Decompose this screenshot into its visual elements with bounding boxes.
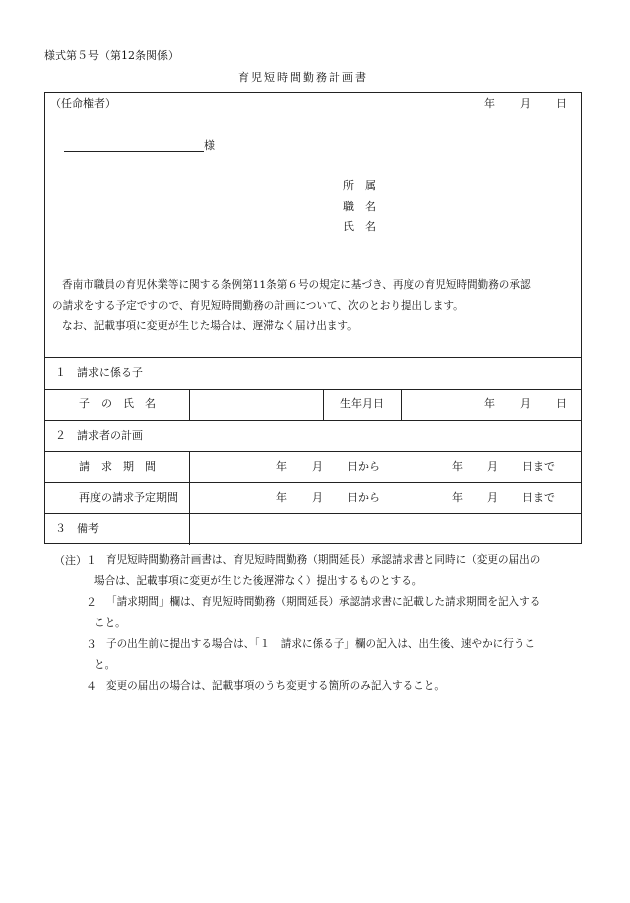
note-4-number: ４ [86,680,97,693]
note-3-text: 子の出生前に提出する場合は、「１ 請求に係る子」欄の記入は、出生後、速やかに行うこ [106,638,536,650]
request-period-label: 請 求 期 間 [79,460,156,473]
section1-heading: １ 請求に係る子 [55,366,143,379]
re-period-to-day: 日まで [522,491,555,504]
notes-label: （注） [54,554,87,567]
date-month: 月 [520,97,531,110]
body-text-3: なお、記載事項に変更が生じた場合は、遅滞なく届け出ます。 [62,320,358,332]
note-2-text: 「請求期間」欄は、育児短時間勤務（期間延長）承認請求書に記載した請求期間を記入する [106,596,541,608]
re-request-period-label: 再度の請求予定期間 [79,491,178,504]
body-text-2: の請求をする予定ですので、育児短時間勤務の計画について、次のとおり提出します。 [52,300,464,312]
section3-heading: ３ 備考 [55,522,99,535]
job-title-label: 職 名 [343,200,376,213]
body-text-1: 香南市職員の育児休業等に関する条例第11条第６号の規定に基づき、再度の育児短時間勤務の承認 [62,279,531,291]
birth-month: 月 [520,397,531,410]
form-number: 様式第５号（第12条関係） [44,49,179,62]
period-from-year: 年 [276,460,287,473]
affiliation-label: 所 属 [343,179,376,192]
divider [45,357,581,358]
divider [45,513,581,514]
period-from-day: 日から [347,460,380,473]
re-period-to-year: 年 [452,491,463,504]
note-1-text-cont: 場合は、記載事項に変更が生じた後遅滞なく）提出するものとする。 [94,575,423,587]
honorific: 様 [204,139,215,152]
re-period-from-year: 年 [276,491,287,504]
note-3-number: ３ [86,638,97,651]
note-1-number: １ [86,554,97,567]
addressee-line [64,151,204,152]
note-2-number: ２ [86,596,97,609]
divider [189,389,190,420]
divider [45,420,581,421]
birth-year: 年 [484,397,495,410]
appointer-label: （任命権者） [50,97,116,110]
divider [323,389,324,420]
divider [401,389,402,420]
page-title: 育児短時間勤務計画書 [238,71,368,84]
note-3-text-cont: と。 [94,659,116,671]
note-4-text: 変更の届出の場合は、記載事項のうち変更する箇所のみ記入すること。 [106,680,445,692]
note-1-text: 育児短時間勤務計画書は、育児短時間勤務（期間延長）承認請求書と同時に（変更の届出の [106,554,541,566]
re-period-to-month: 月 [487,491,498,504]
period-from-month: 月 [312,460,323,473]
divider [45,389,581,390]
re-period-from-day: 日から [347,491,380,504]
section2-heading: ２ 請求者の計画 [55,429,143,442]
form-box [44,92,582,544]
date-day: 日 [556,97,567,110]
period-to-day: 日まで [522,460,555,473]
birth-date-label: 生年月日 [340,397,384,410]
re-period-from-month: 月 [312,491,323,504]
divider [45,482,581,483]
child-name-label: 子 の 氏 名 [79,397,156,410]
period-to-year: 年 [452,460,463,473]
name-label: 氏 名 [343,220,376,233]
divider [45,451,581,452]
note-2-text-cont: こと。 [94,617,126,629]
birth-day: 日 [556,397,567,410]
date-year: 年 [484,97,495,110]
divider [189,451,190,545]
period-to-month: 月 [487,460,498,473]
